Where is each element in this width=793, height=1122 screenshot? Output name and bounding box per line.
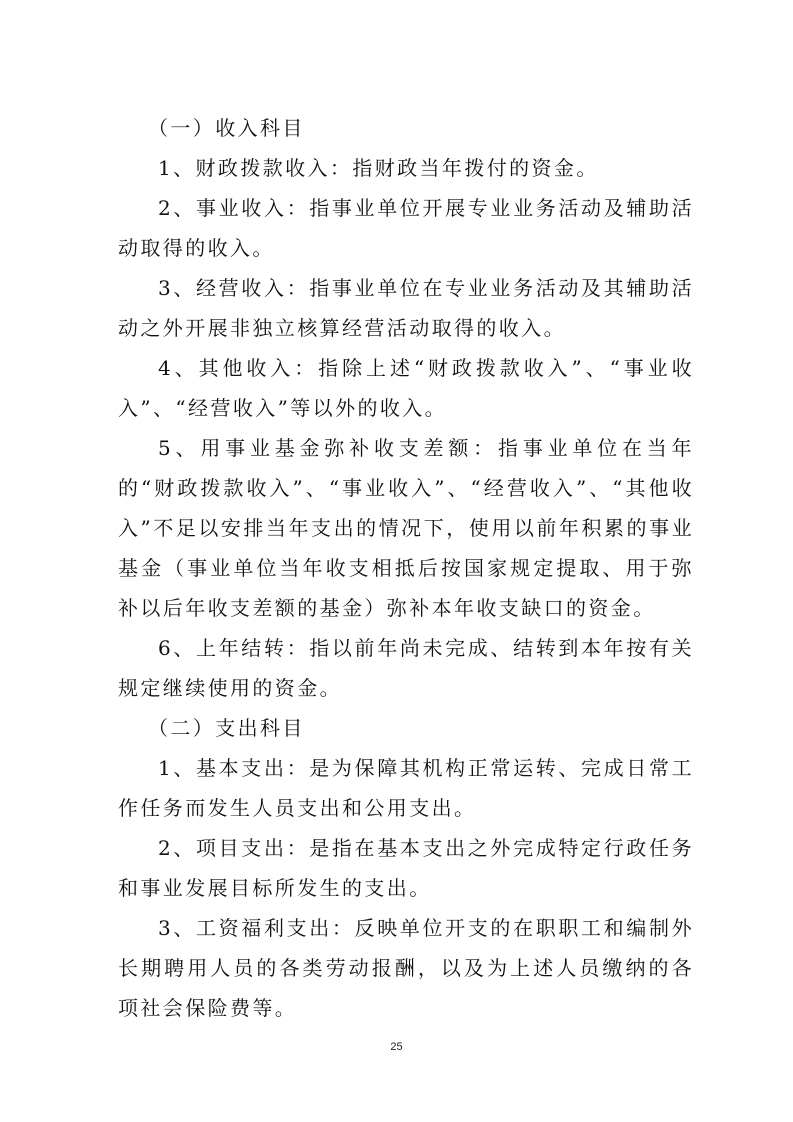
section-heading-expense: （二）支出科目: [148, 716, 305, 740]
income-item-3: 3、经营收入：指事业单位在专业业务活动及其辅助活动之外开展非独立核算经营活动取得的收入。: [118, 276, 694, 340]
income-item-2: 2、事业收入：指事业单位开展专业业务活动及辅助活动取得的收入。: [118, 196, 694, 260]
expense-item-1: 1、基本支出：是为保障其机构正常运转、完成日常工作任务而发生人员支出和公用支出。: [118, 756, 694, 820]
page-number: 25: [390, 1041, 403, 1053]
expense-item-2: 2、项目支出：是指在基本支出之外完成特定行政任务和事业发展目标所发生的支出。: [118, 836, 694, 900]
income-item-6: 6、上年结转：指以前年尚未完成、结转到本年按有关规定继续使用的资金。: [118, 636, 694, 700]
section-heading-income: （一）收入科目: [148, 116, 305, 140]
income-item-1: 1、财政拨款收入：指财政当年拨付的资金。: [158, 156, 599, 180]
income-item-5: 5、用事业基金弥补收支差额：指事业单位在当年的“财政拨款收入”、“事业收入”、“经营收入”、“其他收入”不足以安排当年支出的情况下，使用以前年积累的事业基金（事业单位当年收支相抵后按国家规定提取、用于弥补以后年收支差额的基金）弥补本年收支缺口的资金。: [118, 436, 694, 620]
income-item-4: 4、其他收入：指除上述“财政拨款收入”、“事业收入”、“经营收入”等以外的收入。: [118, 356, 694, 420]
expense-item-3: 3、工资福利支出：反映单位开支的在职职工和编制外长期聘用人员的各类劳动报酬，以及为上述人员缴纳的各项社会保险费等。: [118, 916, 694, 1020]
document-body: [118, 108, 694, 1028]
